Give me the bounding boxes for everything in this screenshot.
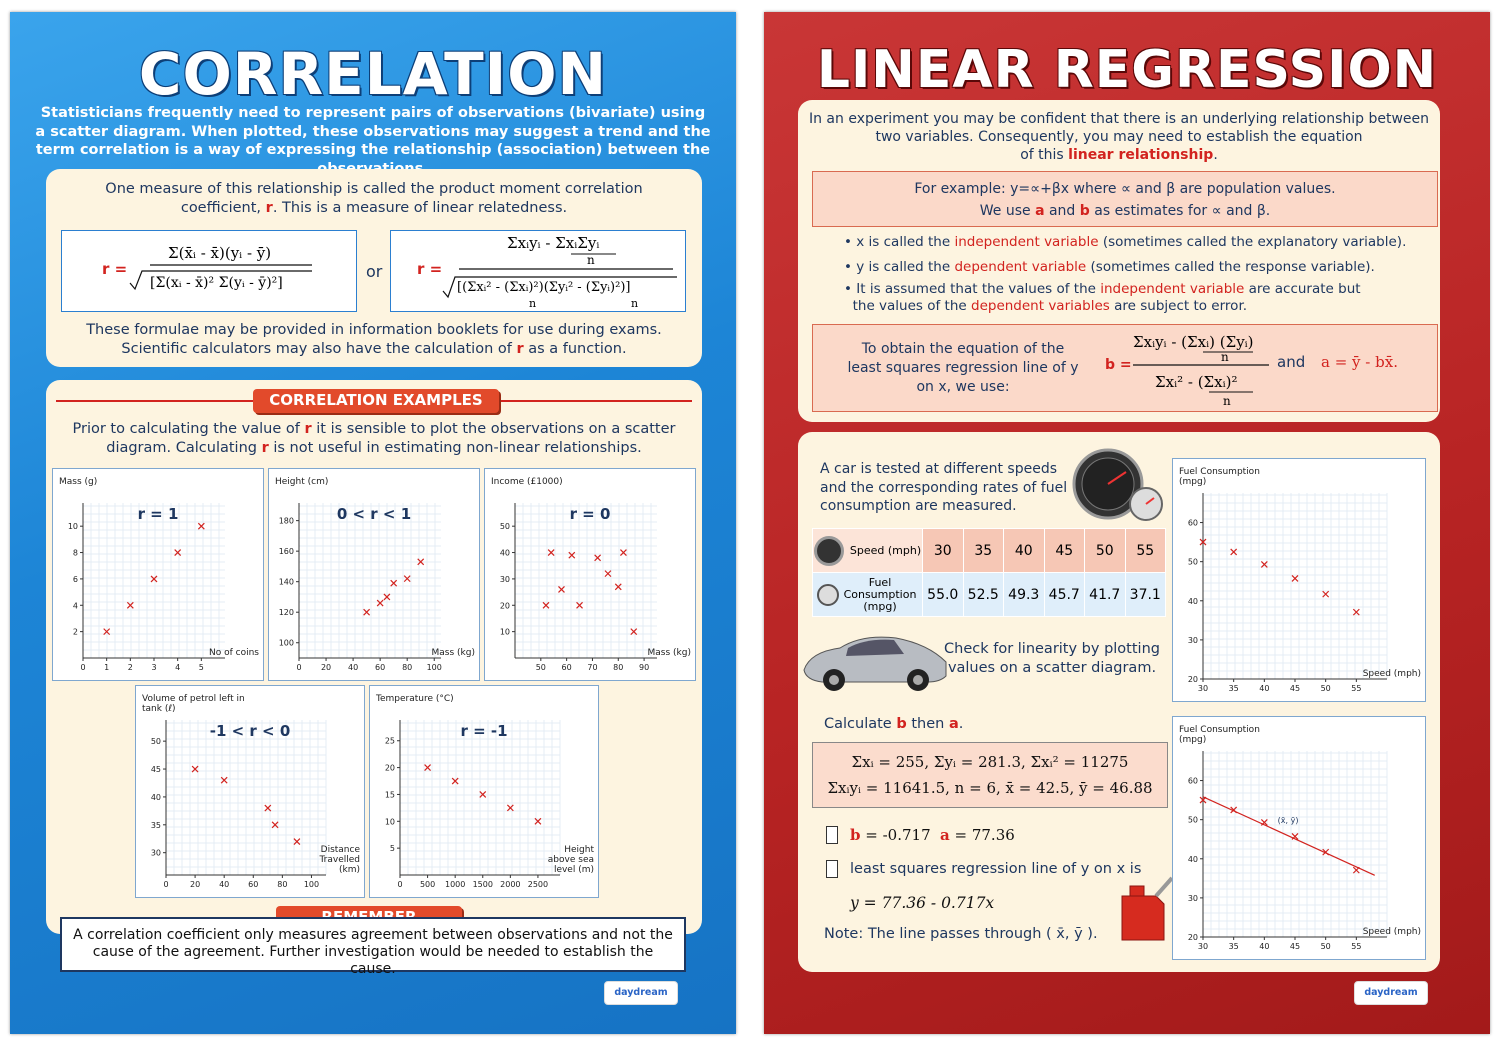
x-tick-label: 80: [613, 663, 624, 672]
svg-text:r =: r =: [417, 260, 443, 278]
x-tick-label: 3: [151, 663, 157, 672]
table-cell: 52.5: [963, 573, 1004, 617]
data-point: [1292, 575, 1298, 581]
data-point: [480, 791, 486, 797]
x-tick-label: 35: [1228, 942, 1239, 951]
car-text: A car is tested at different speeds and the corresponding rates of fuel consumption are measured.: [820, 461, 1068, 514]
y-tick-label: 10: [67, 522, 78, 532]
x-tick-label: 100: [303, 880, 320, 889]
chart-income-mass: [484, 468, 696, 681]
examples-banner: CORRELATION EXAMPLES: [253, 389, 499, 413]
x-tick-label: 1500: [472, 880, 493, 889]
chart-annotation: r = 0: [569, 505, 611, 523]
obtain-text: To obtain the equation of the least squares regression line of y on x, we use:: [847, 341, 1079, 395]
y-tick-label: 20: [499, 601, 510, 611]
y-axis-label: Volume of petrol left in tank (ℓ): [142, 694, 245, 714]
car-icon: [800, 626, 950, 696]
intro-text: In an experiment you may be confident that there is an underlying relationship between two variables. Consequently, you may need to establish the equation of this linear relationship.: [808, 111, 1430, 163]
data-point: [175, 550, 181, 556]
formula-2-graphic: [391, 231, 687, 313]
y-tick-label: 180: [278, 516, 294, 526]
y-tick-label: 50: [1187, 557, 1198, 567]
data-point: [558, 586, 564, 592]
y-tick-label: 5: [389, 844, 395, 854]
x-axis-label: Mass (kg): [431, 648, 475, 658]
a-result: a = 77.36: [940, 826, 1015, 844]
svg-text:n: n: [1221, 350, 1229, 364]
y-tick-label: 140: [278, 577, 294, 587]
x-tick-label: 30: [1197, 684, 1209, 693]
data-point: [1353, 609, 1359, 615]
x-tick-label: 0: [163, 880, 169, 889]
x-tick-label: 60: [375, 663, 386, 672]
table-cell: 49.3: [1004, 573, 1045, 617]
svg-text:[Σ(xᵢ - x̄)² Σ(yᵢ - ȳ)²]: [Σ(xᵢ - x̄)² Σ(yᵢ - ȳ)²]: [150, 275, 283, 291]
svg-text:n: n: [587, 253, 595, 267]
y-axis-label: Height (cm): [275, 477, 329, 487]
data-point: [548, 550, 554, 556]
data-point: [543, 602, 549, 608]
bullet-dependent: • y is called the dependent variable (sometimes called the response variable).: [844, 259, 1375, 275]
x-tick-label: 0: [80, 663, 86, 672]
chart-annotation: (x̄, ȳ): [1277, 815, 1299, 825]
y-tick-label: 50: [150, 737, 161, 747]
x-tick-label: 1000: [444, 880, 466, 889]
table-cell: 55.0: [923, 573, 964, 617]
x-tick-label: 1: [104, 663, 110, 672]
table-cell: 30: [923, 529, 964, 573]
x-tick-label: 80: [402, 663, 413, 672]
chart-annotation: r = 1: [137, 505, 179, 523]
data-point: [151, 576, 157, 582]
formulae-note: These formulae may be provided in information booklets for use during exams. Scientific calculators may also have the calculation of r as a function.: [86, 322, 662, 357]
speed-fuel-table: [812, 528, 1166, 617]
fuel-can-icon: [1116, 874, 1178, 944]
y-tick-label: 40: [150, 792, 161, 802]
x-tick-label: 40: [1259, 942, 1270, 951]
formula-box-2: [390, 230, 686, 312]
table-cell: 55: [1125, 529, 1166, 573]
x-tick-label: 100: [426, 663, 442, 672]
y-tick-label: 40: [1187, 596, 1198, 606]
svg-text:n: n: [529, 297, 537, 310]
y-tick-label: 20: [1187, 675, 1198, 684]
svg-text:Σxᵢ² - (Σxᵢ)²: Σxᵢ² - (Σxᵢ)²: [1155, 373, 1238, 391]
data-point: [1323, 591, 1329, 597]
y-tick-label: 40: [499, 548, 510, 558]
data-point: [391, 580, 397, 586]
speedometer-icon: [1070, 446, 1170, 526]
y-axis-label: Mass (g): [59, 477, 98, 487]
x-axis-label: No of coins: [209, 648, 259, 658]
chart-temperature-height: [369, 685, 599, 898]
and-label: and: [1277, 353, 1306, 371]
bullet-assumption: • It is assumed that the values of the independent variable are accurate but the values of the dependent variables are subject to error.: [844, 281, 1361, 314]
x-tick-label: 90: [638, 663, 650, 672]
check-text: Check for linearity by plotting values on a scatter diagram.: [944, 641, 1160, 676]
x-tick-label: 5: [198, 663, 204, 672]
x-tick-label: 2000: [500, 880, 521, 889]
correlation-poster: [10, 12, 736, 1034]
y-tick-label: 50: [1187, 815, 1198, 825]
bullet-independent: • x is called the independent variable (sometimes called the explanatory variable).: [844, 234, 1407, 250]
x-axis-label: Speed (mph): [1362, 927, 1421, 937]
data-point: [404, 576, 410, 582]
data-point: [294, 839, 300, 845]
lsr-text: least squares regression line of y on x is: [850, 861, 1142, 877]
x-tick-label: 45: [1289, 942, 1301, 951]
calculate-text: Calculate b then a.: [824, 716, 964, 732]
chart-svg: [1173, 717, 1425, 959]
x-tick-label: 2: [127, 663, 133, 672]
svg-text:r =: r =: [102, 260, 128, 278]
y-tick-label: 100: [278, 638, 294, 648]
x-axis-label: Speed (mph): [1362, 669, 1421, 679]
y-tick-label: 20: [384, 763, 395, 773]
x-tick-label: 55: [1351, 684, 1362, 693]
remember-box: A correlation coefficient only measures agreement between observations and not the cause of the agreement. Further investigation would be needed to establish the cause.: [60, 917, 686, 972]
x-tick-label: 4: [175, 663, 181, 672]
x-axis-label: Height above sea level (m): [547, 845, 594, 875]
svg-text:n: n: [1223, 394, 1231, 408]
x-tick-label: 500: [419, 880, 436, 889]
chart-annotation: r = -1: [460, 722, 508, 740]
y-tick-label: 30: [150, 848, 161, 858]
data-point: [569, 552, 575, 558]
example-box: For example: y=∝+βx where ∝ and β are population values. We use a and b as estimates for ∝ and β.: [812, 171, 1438, 227]
y-tick-label: 60: [1187, 518, 1198, 528]
daydream-logo: daydream: [1354, 981, 1428, 1005]
y-tick-label: 20: [1187, 933, 1198, 942]
data-point: [620, 550, 626, 556]
chart-svg: [1173, 459, 1425, 701]
x-axis-label: Distance Travelled (km): [319, 845, 360, 875]
table-cell: 45: [1044, 529, 1085, 573]
fuel-row: Fuel Consumption (mpg) 55.0 52.5 49.3 45.7 41.7 37.1: [813, 573, 1166, 617]
y-tick-label: 10: [384, 817, 395, 827]
table-cell: 37.1: [1125, 573, 1166, 617]
data-point: [1231, 549, 1237, 555]
data-point: [577, 602, 583, 608]
or-label: or: [366, 262, 383, 281]
svg-text:n: n: [631, 297, 639, 310]
y-tick-label: 6: [72, 574, 78, 584]
y-tick-label: 8: [72, 548, 78, 558]
note-text: Note: The line passes through ( x̄, ȳ ).: [824, 926, 1098, 942]
x-tick-label: 50: [1320, 942, 1331, 951]
y-axis-label: Fuel Consumption (mpg): [1179, 725, 1260, 745]
data-point: [615, 584, 621, 590]
y-tick-label: 40: [1187, 854, 1198, 864]
speed-gauge-icon: [814, 536, 844, 566]
measure-text: One measure of this relationship is called the product moment correlation coefficient, r. This is a measure of linear relatedness.: [105, 181, 643, 216]
poster-title: CORRELATION: [138, 40, 608, 108]
y-tick-label: 160: [278, 547, 294, 557]
data-point: [127, 602, 133, 608]
y-tick-label: 30: [1187, 893, 1198, 903]
y-tick-label: 50: [499, 522, 510, 532]
y-tick-label: 45: [150, 765, 161, 775]
formula-panel: [46, 169, 702, 367]
data-point: [1353, 867, 1359, 873]
data-point: [425, 765, 431, 771]
y-tick-label: 2: [72, 627, 78, 637]
chart-height-mass: [268, 468, 480, 681]
formula-box-1: [61, 230, 357, 312]
sums-box: Σxᵢ = 255, Σyᵢ = 281.3, Σxᵢ² = 11275 Σxᵢyᵢ = 11641.5, n = 6, x̄ = 42.5, ȳ = 46.88: [812, 742, 1168, 808]
y-tick-label: 60: [1187, 776, 1198, 786]
y-tick-label: 25: [384, 736, 395, 746]
table-cell: 35: [963, 529, 1004, 573]
therefore-box: [826, 826, 838, 844]
x-tick-label: 45: [1289, 684, 1301, 693]
y-tick-label: 10: [499, 627, 510, 637]
x-tick-label: 60: [561, 663, 572, 672]
x-tick-label: 50: [1320, 684, 1331, 693]
data-point: [605, 571, 611, 577]
equation-box: [812, 324, 1438, 412]
x-tick-label: 20: [320, 663, 332, 672]
speed-row: Speed (mph) 30 35 40 45 50 55: [813, 529, 1166, 573]
poster-title: LINEAR REGRESSION: [816, 40, 1438, 100]
prior-text: Prior to calculating the value of r it is sensible to plot the observations on a scatter diagram. Calculating r is not useful in estimating non-linear relationships.: [72, 421, 676, 456]
chart-annotation: -1 < r < 0: [209, 722, 291, 740]
y-tick-label: 30: [499, 574, 510, 584]
therefore-box: [826, 860, 838, 878]
svg-text:Σxᵢyᵢ - (Σxᵢ) (Σyᵢ): Σxᵢyᵢ - (Σxᵢ) (Σyᵢ): [1133, 333, 1254, 351]
data-point: [377, 600, 383, 606]
chart-fuel-regression: [1172, 716, 1426, 960]
chart-annotation: 0 < r < 1: [336, 505, 412, 523]
y-axis-label: Temperature (°C): [376, 694, 454, 704]
daydream-logo: daydream: [604, 981, 678, 1005]
chart-petrol-distance: [135, 685, 365, 898]
x-tick-label: 0: [397, 880, 403, 889]
regression-equation: y = 77.36 - 0.717x: [850, 894, 995, 912]
x-tick-label: 0: [296, 663, 302, 672]
x-tick-label: 40: [219, 880, 230, 889]
intro-text: Statisticians frequently need to represent pairs of observations (bivariate) using a scatter diagram. When plotted, these observations may suggest a trend and the term correlation is a way of expressing the relationship (association) between the: [35, 105, 711, 158]
fuel-gauge-icon: [817, 584, 839, 606]
y-axis-label: Fuel Consumption (mpg): [1179, 467, 1260, 487]
svg-text:b =: b =: [1105, 357, 1132, 373]
x-tick-label: 70: [587, 663, 598, 672]
data-point: [595, 555, 601, 561]
y-tick-label: 4: [72, 601, 78, 611]
x-tick-label: 55: [1351, 942, 1362, 951]
x-tick-label: 20: [189, 880, 201, 889]
table-cell: 50: [1085, 529, 1126, 573]
chart-mass-coins: [52, 468, 264, 681]
svg-text:Σxᵢyᵢ - ΣxᵢΣyᵢ: Σxᵢyᵢ - ΣxᵢΣyᵢ: [507, 234, 600, 252]
x-tick-label: 50: [535, 663, 546, 672]
y-axis-label: Income (£1000): [491, 477, 563, 487]
table-cell: 40: [1004, 529, 1045, 573]
linear-regression-poster: [764, 12, 1490, 1034]
table-cell: 45.7: [1044, 573, 1085, 617]
x-tick-label: 40: [1259, 684, 1270, 693]
x-tick-label: 35: [1228, 684, 1239, 693]
y-tick-label: 35: [150, 820, 161, 830]
x-tick-label: 2500: [527, 880, 549, 889]
x-tick-label: 30: [1197, 942, 1209, 951]
svg-text:Σ(x̄ᵢ - x̄)(yᵢ - ȳ): Σ(x̄ᵢ - x̄)(yᵢ - ȳ): [168, 244, 272, 262]
a-formula: a = ȳ - bx̄.: [1321, 353, 1398, 371]
y-tick-label: 120: [278, 608, 294, 618]
y-tick-label: 30: [1187, 635, 1198, 645]
x-tick-label: 80: [277, 880, 288, 889]
y-tick-label: 15: [384, 790, 395, 800]
intro-panel: [798, 100, 1440, 422]
b-result: b = -0.717: [850, 826, 931, 844]
x-tick-label: 60: [248, 880, 259, 889]
x-tick-label: 40: [348, 663, 359, 672]
x-axis-label: Mass (kg): [647, 648, 691, 658]
chart-fuel-scatter: [1172, 458, 1426, 702]
formula-1-graphic: [62, 231, 358, 313]
table-cell: 41.7: [1085, 573, 1126, 617]
svg-text:[(Σxᵢ² - (Σxᵢ)²)(Σyᵢ² - (Σyᵢ)²: [(Σxᵢ² - (Σxᵢ)²)(Σyᵢ² - (Σyᵢ)²)]: [457, 280, 631, 295]
